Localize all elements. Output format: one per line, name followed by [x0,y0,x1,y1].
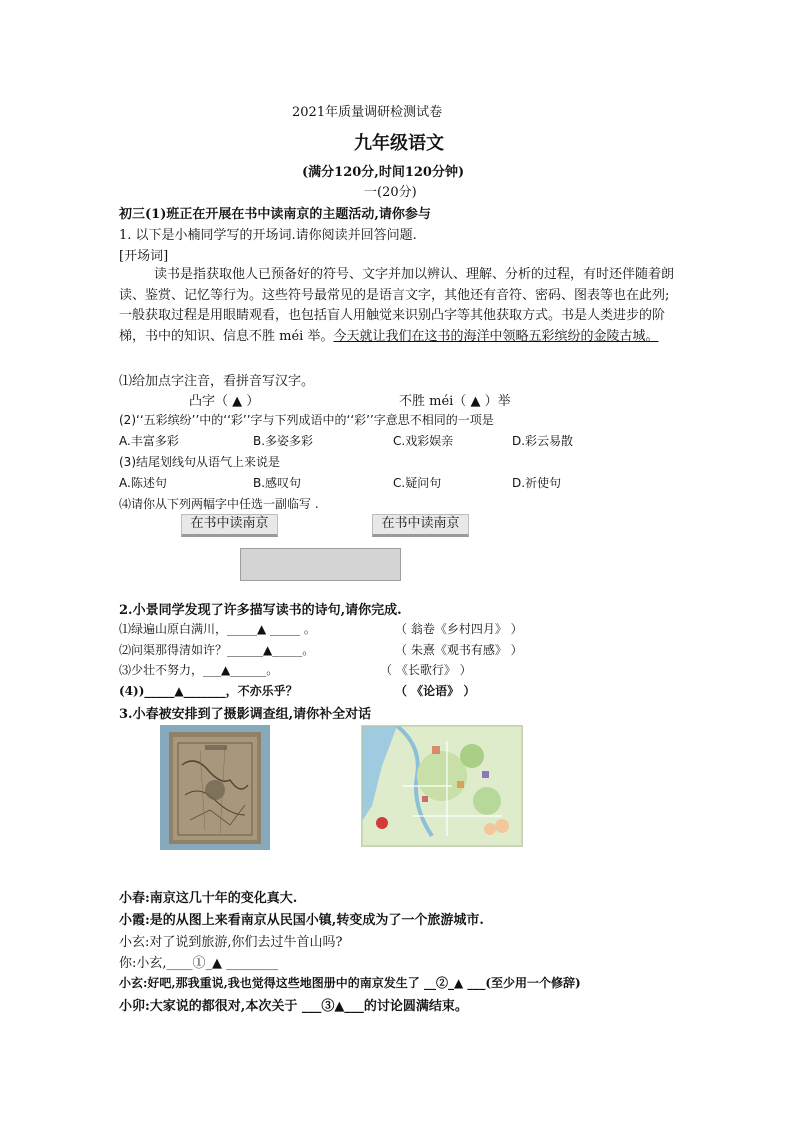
dialogue-line-6: 小卯:大家说的都很对,本次关于 ___③▲___的讨论圆满结束。 [119,999,468,1014]
score-time: (满分120分,时间120分钟) [302,165,465,180]
calligraphy-sample-2: 在书中读南京 [372,514,469,537]
q1-sub1: ⑴给加点字注音，看拼音写汉字。 [119,374,315,389]
q1-stem: 1. 以下是小楠同学写的开场词.请你阅读并回答问题. [119,228,417,243]
q2-line-3: ⑶少壮不努力，___▲______。 [119,663,279,677]
q1-sub1-b: 不胜 méi（ ▲ ）举 [399,394,511,409]
q2-source-1: （ 翁卷《乡村四月》 ） [395,622,523,636]
q1-underlined-sentence: 今天就让我们在这书的海洋中领略五彩缤纷的金陵古城。 [333,328,659,344]
exam-title: 2021年质量调研检测试卷 [292,105,443,120]
q1-sub1-a: 凸字（ ▲ ） [189,394,260,409]
q2-source-2: （ 朱熹《观书有感》 ） [395,643,523,657]
q1-sub4: ⑷请你从下列两幅字中任选一副临写 . [119,497,319,511]
q1-sub2-option-d: D.彩云易散 [512,434,574,448]
q2-stem: 2.小景同学发现了许多描写读书的诗句,请你完成. [119,603,402,618]
q2-line-1: ⑴绿遍山原白满川，_____▲ _____ 。 [119,622,316,636]
dialogue-line-1: 小春:南京这几十年的变化真大. [119,891,298,906]
old-map-icon [160,725,270,850]
q1-sub3-option-a: A.陈述句 [119,476,167,490]
dialogue-line-3: 小玄:对了说到旅游,你们去过牛首山吗? [119,935,343,950]
dialogue-line-5: 小玄:好吧,那我重说,我也觉得这些地图册中的南京发生了 __②_▲ ___(至少用一个修辞) [119,976,581,990]
q2-line-4: (4))_____▲_______，不亦乐乎？ [119,684,298,698]
section-heading: 一(20分) [364,185,417,200]
q1-sub2-option-b: B.多姿多彩 [253,434,314,448]
dialogue-line-4: 你:小玄,____①_▲ ________ [119,956,279,971]
q1-sub2-option-a: A.丰富多彩 [119,434,179,448]
activity-intro: 初三(1)班正在开展在书中读南京的主题活动,请你参与 [119,207,431,222]
calligraphy-writing-box [240,548,401,581]
tourist-map-icon [362,726,522,846]
subject-title: 九年级语文 [354,133,444,154]
q2-source-3: （ 《长歌行》 ） [380,663,472,677]
q1-paragraph [119,265,675,347]
q1-paragraph-text: 读书是指获取他人已预备好的符号、文字并加以辨认、理解、分析的过程，有时还伴随着朗读、鉴赏、记忆等行为。这些符号最常见的是语言文字，其他还有音符、密码、图表等也在此列;一般获取过程是用眼睛观看，也包括盲人用触觉来识别凸字等其他获取方式。书是人类进步的阶梯，书中的知识、信息不胜 méi 举。 [119,267,675,344]
q3-stem: 3.小春被安排到了摄影调查组,请你补全对话 [119,707,372,722]
q1-sub3-option-d: D.祈使句 [512,476,562,490]
q1-sub3: (3)结尾划线句从语气上来说是 [119,455,280,469]
q1-sub2-option-c: C.戏彩娱亲 [393,434,454,448]
q1-sub2: (2)‘‘五彩缤纷’’中的‘‘彩’’字与下列成语中的‘‘彩’’字意思不相同的一项是 [119,413,494,427]
q2-source-4: （ 《论语》 ） [395,684,476,698]
calligraphy-sample-1: 在书中读南京 [181,514,278,537]
old-map-photo [160,725,270,850]
q1-tag: [开场词] [119,249,169,264]
q1-sub3-option-b: B.感叹句 [253,476,302,490]
dialogue-line-2: 小霞:是的从图上来看南京从民国小镇,转变成为了一个旅游城市. [119,913,484,928]
tourist-map-illustration [361,725,523,847]
q2-line-2: ⑵问渠那得清如许？______▲_____。 [119,643,315,657]
q1-sub3-option-c: C.疑问句 [393,476,442,490]
